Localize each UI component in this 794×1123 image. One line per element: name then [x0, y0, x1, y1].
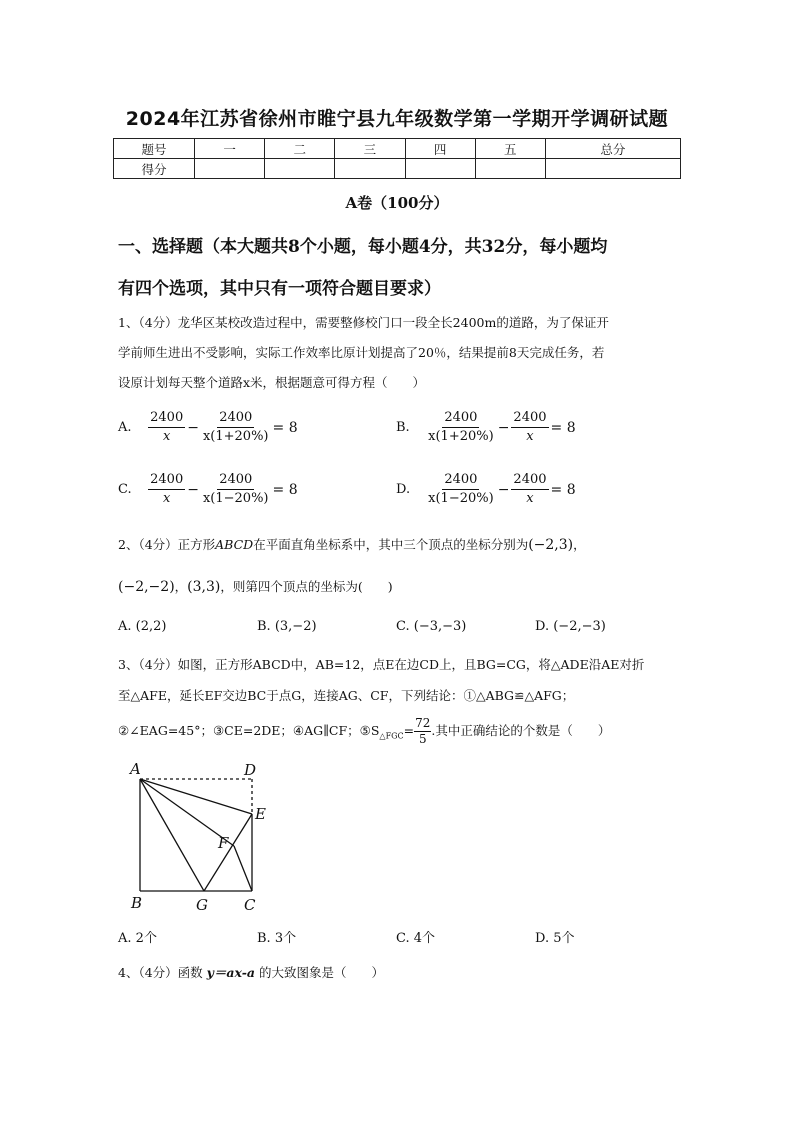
numerator: 2400	[511, 472, 548, 490]
option-label: A.	[118, 420, 132, 435]
q2-text: 在平面直角坐标系中，其中三个顶点的坐标分别为	[253, 537, 529, 552]
numerator: 2400	[442, 472, 479, 490]
denominator: 5	[418, 732, 427, 746]
score-cell[interactable]	[475, 159, 545, 179]
q3-subscript: △FGC	[379, 731, 404, 741]
option-label: D.	[535, 931, 550, 946]
q1-line3: 设原计划每天整个道路x米，根据题意可得方程（ ）	[118, 375, 426, 390]
q2-point: (−2,3)	[528, 537, 574, 553]
q4-line1	[118, 963, 384, 983]
option-value: 5个	[553, 931, 575, 946]
label-e: E	[255, 805, 266, 823]
numerator: 2400	[511, 410, 548, 428]
label-b: B	[131, 894, 143, 912]
numerator: 2400	[148, 410, 185, 428]
q4-text: 4、（4分）函数	[118, 965, 207, 980]
option-value: 3个	[274, 931, 297, 946]
score-table	[113, 138, 681, 179]
q2-option-a[interactable]	[118, 619, 167, 634]
fraction	[511, 472, 548, 507]
fraction	[201, 472, 271, 507]
option-label: B.	[396, 420, 410, 435]
denominator: x	[526, 429, 534, 444]
score-row-label: 得分	[114, 159, 195, 179]
q3-text: ②∠EAG=45°；③CE=2DE；④AG∥CF；⑤S	[118, 723, 380, 738]
q2-text: ，则第四个顶点的坐标为( )	[220, 579, 393, 594]
part1-heading-line1: 一、选择题（本大题共8个小题，每小题4分，共32分，每小题均	[118, 237, 608, 257]
score-cell[interactable]	[405, 159, 475, 179]
denominator: x	[163, 491, 171, 506]
score-header-cell: 总分	[545, 139, 680, 159]
q1-line1: 1、（4分）龙华区某校改造过程中，需要整修校门口一段全长2400m的道路，为了保证开	[118, 315, 609, 330]
fraction	[511, 410, 548, 445]
q3-option-d[interactable]	[535, 927, 575, 946]
segment-eg	[204, 814, 252, 891]
part1-heading-line2: 有四个选项，其中只有一项符合题目要求）	[118, 279, 441, 299]
option-label: C.	[118, 482, 132, 497]
option-value: (3,−2)	[274, 619, 317, 634]
denominator: x(1+20%)	[428, 429, 494, 444]
page-title: 2024年江苏省徐州市睢宁县九年级数学第一学期开学调研试题	[125, 108, 669, 130]
numerator: 2400	[148, 472, 185, 490]
option-label: B.	[257, 931, 271, 946]
score-header-cell: 四	[405, 139, 475, 159]
q2-text: ，	[573, 537, 586, 552]
q3-option-c[interactable]	[396, 927, 435, 946]
q2-point: (−2,−2)	[118, 579, 175, 595]
q3-fraction	[414, 716, 431, 747]
q3-line3	[118, 714, 610, 754]
label-g: G	[196, 896, 208, 914]
equation-rhs: = 8	[550, 481, 576, 498]
option-label: A.	[118, 619, 132, 634]
numerator: 2400	[442, 410, 479, 428]
option-label: D.	[535, 619, 550, 634]
option-label: A.	[118, 931, 132, 946]
segment-fc	[234, 846, 252, 891]
q2-line1	[118, 535, 586, 555]
q2-option-c[interactable]	[396, 619, 466, 634]
q1-line2: 学前师生进出不受影响，实际工作效率比原计划提高了20％，结果提前8天完成任务，若	[118, 345, 605, 360]
fraction	[148, 410, 185, 445]
equation-rhs: = 8	[272, 481, 298, 498]
option-label: C.	[396, 619, 410, 634]
fraction	[148, 472, 185, 507]
q3-square-figure	[128, 758, 278, 918]
q1-option-a[interactable]: A. $\frac{2400}{x}$ − $\frac{2400}{x(1+20\%)}$ = 8	[118, 410, 298, 444]
denominator: x	[526, 491, 534, 506]
q2-option-b[interactable]	[257, 619, 317, 634]
q1-option-d[interactable]: D. $\frac{2400}{x(1-20\%)}$ − $\frac{2400}{x}$ = 8	[396, 472, 576, 506]
q4-text: 的大致图象是（ ）	[255, 965, 385, 980]
option-label: D.	[396, 482, 411, 497]
numerator: 2400	[217, 410, 254, 428]
score-table-header-row	[114, 139, 681, 159]
score-header-cell: 二	[265, 139, 335, 159]
section-a-heading: A卷（100分）	[345, 194, 449, 212]
q1-option-b[interactable]: B. $\frac{2400}{x(1+20\%)}$ − $\frac{2400}{x}$ = 8	[396, 410, 576, 444]
q2-line2	[118, 577, 393, 597]
equation-rhs: = 8	[272, 419, 298, 436]
score-table-score-row	[114, 159, 681, 179]
q3-option-a[interactable]	[118, 927, 157, 946]
q3-text: .其中正确结论的个数是（ ）	[431, 723, 611, 738]
option-value: (−3,−3)	[413, 619, 467, 634]
score-header-cell: 一	[195, 139, 265, 159]
option-value: 4个	[413, 931, 436, 946]
q2-text: ，	[174, 579, 188, 594]
option-label: B.	[257, 619, 271, 634]
q3-line2: 至△AFE，延长EF交边BC于点G，连接AG、CF，下列结论：①△ABG≌△AFG；	[118, 688, 575, 703]
label-d: D	[244, 761, 257, 779]
q4-function: y＝ax-a	[206, 965, 256, 980]
option-value: (2,2)	[135, 619, 167, 634]
score-cell[interactable]	[195, 159, 265, 179]
denominator: x(1−20%)	[428, 491, 494, 506]
fraction	[201, 410, 271, 445]
q2-square-name: ABCD	[215, 537, 254, 552]
q2-text: 2、（4分）正方形	[118, 537, 216, 552]
fraction	[426, 410, 496, 445]
option-label: C.	[396, 931, 410, 946]
score-header-cell: 五	[475, 139, 545, 159]
score-header-cell: 题号	[114, 139, 195, 159]
label-f: F	[218, 834, 229, 852]
label-c: C	[244, 896, 256, 914]
q3-option-b[interactable]	[257, 927, 296, 946]
numerator: 72	[415, 716, 431, 730]
q1-option-c[interactable]: C. $\frac{2400}{x}$ − $\frac{2400}{x(1-20\%)}$ = 8	[118, 472, 298, 506]
numerator: 2400	[217, 472, 254, 490]
score-cell[interactable]	[335, 159, 405, 179]
q3-line1: 3、（4分）如图，正方形ABCD中，AB=12，点E在边CD上，且BG=CG，将△ADE沿AE对折	[118, 657, 645, 672]
option-value: (−2,−3)	[553, 619, 606, 634]
denominator: x(1+20%)	[202, 429, 269, 444]
q2-option-d[interactable]	[535, 619, 606, 634]
equation-rhs: = 8	[550, 419, 576, 436]
score-cell[interactable]	[545, 159, 680, 179]
denominator: x	[163, 429, 171, 444]
score-cell[interactable]	[265, 159, 335, 179]
denominator: x(1−20%)	[202, 491, 269, 506]
q3-text: =	[403, 723, 415, 738]
label-a: A	[130, 760, 141, 778]
fraction	[426, 472, 496, 507]
option-value: 2个	[135, 931, 157, 946]
score-header-cell: 三	[335, 139, 405, 159]
q2-point: (3,3)	[187, 579, 221, 595]
